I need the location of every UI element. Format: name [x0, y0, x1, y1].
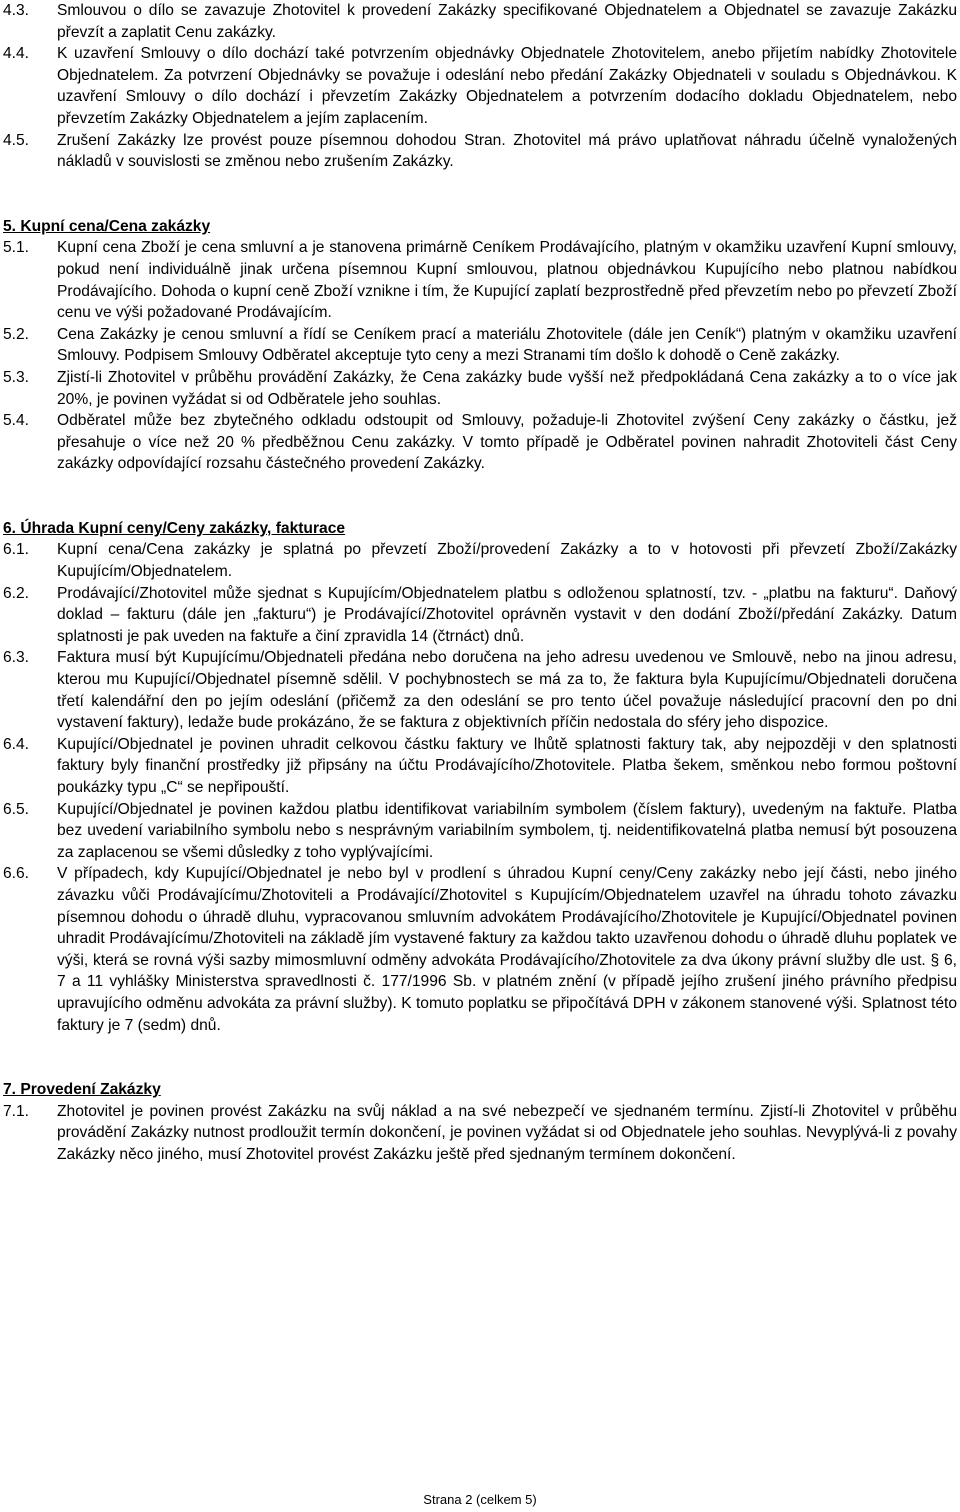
clause-text: Zhotovitel je povinen provést Zakázku na svůj náklad a na své nebezpečí ve sjednaném termínu. Zjistí-li Zhotovitel v průběhu provádění Zakázky nutnost prodloužit termín dokončení, je povinen vyžádat si od Objednatele jeho souhlas. Nevyplývá-li z povahy Zakázky něco jiného, musí Zhotovitel provést Zakázku ještě před sjednaným termínem dokončení.: [57, 1102, 957, 1163]
clause-text: Kupní cena/Cena zakázky je splatná po převzetí Zboží/provedení Zakázky a to v hotovosti při převzetí Zboží/Zakázky Kupujícím/Objednatelem.: [57, 541, 957, 581]
clause-6-4: [3, 734, 957, 799]
section-heading-text: 6. Úhrada Kupní ceny/Ceny zakázky, fakturace: [3, 519, 346, 537]
clause-5-4: [3, 410, 957, 475]
clause-number: 6.2.: [3, 584, 30, 602]
clause-text: Zrušení Zakázky lze provést pouze písemnou dohodou Stran. Zhotovitel má právo uplatňovat náhradu účelně vynaložených nákladů v souvislosti se změnou nebo zrušením Zakázky.: [57, 131, 957, 171]
clause-number: 6.3.: [3, 649, 30, 667]
section-heading: [3, 1079, 957, 1101]
clause-number: 5.4.: [3, 412, 30, 430]
clause-text: Odběratel může bez zbytečného odkladu odstoupit od Smlouvy, požaduje-li Zhotovitel zvýšení Ceny zakázky o částku, jež přesahuje o více než 20 % předběžnou Cenu zakázky. V tomto případě je Odběratel povinen nahradit Zhotoviteli část Ceny zakázky odpovídající rozsahu částečného provedení Zakázky.: [57, 412, 957, 473]
clause-number: 6.1.: [3, 541, 30, 559]
clause-5-3: [3, 367, 957, 410]
section-heading: [3, 216, 957, 238]
clause-number: 4.3.: [3, 2, 30, 19]
clause-number: 6.4.: [3, 735, 30, 753]
clause-6-6: [3, 863, 957, 1036]
clause-number: 7.1.: [3, 1102, 30, 1120]
clause-text: Faktura musí být Kupujícímu/Objednateli předána nebo doručena na jeho adresu uvedenou ve Smlouvě, nebo na jinou adresu, kterou mu Kupující/Objednatel písemně sdělil. V pochybnostech se má za to, že faktura byla Kupujícímu/Objednateli doručena třetí kalendářní den po jejím odeslání (přičemž za den odeslání se pro tento účel považuje následující pracovní den po dni vystavení faktury), ledaže bude prokázáno, že se faktura z objektivních příčin nedostala do sféry jeho dispozice.: [57, 649, 957, 732]
spacer: [3, 1036, 957, 1079]
clause-text: Smlouvou o dílo se zavazuje Zhotovitel k provedení Zakázky specifikované Objednatelem a Objednatel se zavazuje Zakázku převzít a zaplatit Cenu zakázky.: [57, 2, 957, 41]
section-4: [3, 0, 957, 173]
section-7: [3, 1079, 957, 1165]
clause-7-1: [3, 1101, 957, 1166]
clause-number: 5.2.: [3, 325, 30, 343]
clause-text: Cena Zakázky je cenou smluvní a řídí se Ceníkem prací a materiálu Zhotovitele (dále jen Ceník“) platným v okamžiku uzavření Smlouvy. Podpisem Smlouvy Odběratel akceptuje tyto ceny a mezi Stranami tím došlo k dohodě o Ceně zakázky.: [57, 325, 957, 365]
clause-6-5: [3, 799, 957, 864]
clause-number: 4.5.: [3, 131, 30, 149]
clause-number: 5.3.: [3, 368, 30, 386]
clause-5-2: [3, 324, 957, 367]
clause-text: Zjistí-li Zhotovitel v průběhu provádění Zakázky, že Cena zakázky bude vyšší než předpokládaná Cena zakázky a to o více jak 20%, je povinen vyžádat si od Odběratele jeho souhlas.: [57, 368, 957, 408]
clause-number: 4.4.: [3, 45, 30, 63]
spacer: [3, 475, 957, 518]
clause-4-3: [3, 0, 957, 43]
clause-number: 5.1.: [3, 239, 30, 257]
clause-text: K uzavření Smlouvy o dílo dochází také potvrzením objednávky Objednatele Zhotovitelem, anebo přijetím nabídky Zhotovitele Objednatelem. Za potvrzení Objednávky se považuje i odeslání nebo předání Zakázky Objednateli v souladu s Objednávkou. K uzavření Smlouvy o dílo dochází i převzetím Zakázky Objednatelem a potvrzením dodacího dokladu Objednatelem, nebo převzetím Zakázky Objednatelem a jejím zaplacením.: [57, 45, 957, 127]
section-heading: [3, 518, 957, 540]
page-footer: Strana 2 (celkem 5): [423, 1492, 537, 1507]
section-6: [3, 518, 957, 1036]
section-5: [3, 216, 957, 475]
section-heading-text: 5. Kupní cena/Cena zakázky: [3, 217, 211, 235]
clause-5-1: [3, 237, 957, 323]
clause-number: 6.5.: [3, 800, 30, 818]
clause-6-2: [3, 583, 957, 648]
clause-4-5: [3, 130, 957, 173]
clause-text: Kupující/Objednatel je povinen uhradit celkovou částku faktury ve lhůtě splatnosti faktury tak, aby nejpozději v den splatnosti faktury byly finanční prostředky již připsány na účtu Prodávajícího/Zhotovitele. Platba šekem, směnkou nebo formou poštovní poukázky typu „C“ se nepřipouští.: [57, 735, 957, 796]
clause-number: 6.6.: [3, 865, 30, 883]
clause-text: V případech, kdy Kupující/Objednatel je nebo byl v prodlení s úhradou Kupní ceny/Ceny zakázky nebo její části, nebo jiného závazku vůči Prodávajícímu/Zhotoviteli a Prodávající/Zhotovitel s Kupujícím/Objednatelem uzavřel na úhradu tohoto závazku písemnou dohodu o úhradě dluhu, vypracovanou smluvním advokátem Prodávajícího/Zhotovitele je Kupující/Objednatel povinen uhradit Prodávajícímu/Zhotoviteli na základě jím vystavené faktury za každou takto uzavřenou dohodu o úhradě dluhu poplatek ve výši, která se rovná výši sazby mimosmluvní odměny advokáta Prodávajícího/Zhotovitele za dva úkony právní služby dle ust. § 6, 7 a 11 vyhlášky Ministerstva spravedlnosti č. 177/1996 Sb. v platném znění (v případě jejího zrušení jiného právního předpisu upravujícího odměnu advokáta za právní služby). K tomuto poplatku se připočítává DPH v zákonem stanovené výši. Splatnost této faktury je 7 (sedm) dnů.: [57, 865, 957, 1034]
clause-6-3: [3, 647, 957, 733]
section-heading-text: 7. Provedení Zakázky: [3, 1081, 161, 1099]
clause-text: Kupní cena Zboží je cena smluvní a je stanovena primárně Ceníkem Prodávajícího, platným v okamžiku uzavření Kupní smlouvy, pokud není individuálně jinak určena písemnou Kupní smlouvou, platnou objednávkou Kupujícího nebo platnou nabídkou Prodávajícího. Dohoda o kupní ceně Zboží vznikne i tím, že Kupující zaplatí bezprostředně před převzetím nebo po převzetí Zboží cenu ve výši požadované Prodávajícím.: [57, 239, 957, 322]
spacer: [3, 173, 957, 216]
clause-text: Prodávající/Zhotovitel může sjednat s Kupujícím/Objednatelem platbu s odloženou splatností, tzv. - „platbu na fakturu“. Daňový doklad – fakturu (dále jen „fakturu“) je Prodávající/Zhotovitel oprávněn vystavit v den dodání Zboží/předání Zakázky. Datum splatnosti je pak uveden na faktuře a činí zpravidla 14 (čtrnáct) dnů.: [57, 584, 957, 645]
clause-6-1: [3, 539, 957, 582]
clause-text: Kupující/Objednatel je povinen každou platbu identifikovat variabilním symbolem (číslem faktury), uvedeným na faktuře. Platba bez uvedení variabilního symbolu nebo s nesprávným variabilním symbolem, tj. neidentifikovatelná platba nemusí být posouzena za zaplacenou se všemi důsledky z toho vyplývajícími.: [57, 800, 957, 861]
clause-4-4: [3, 43, 957, 129]
